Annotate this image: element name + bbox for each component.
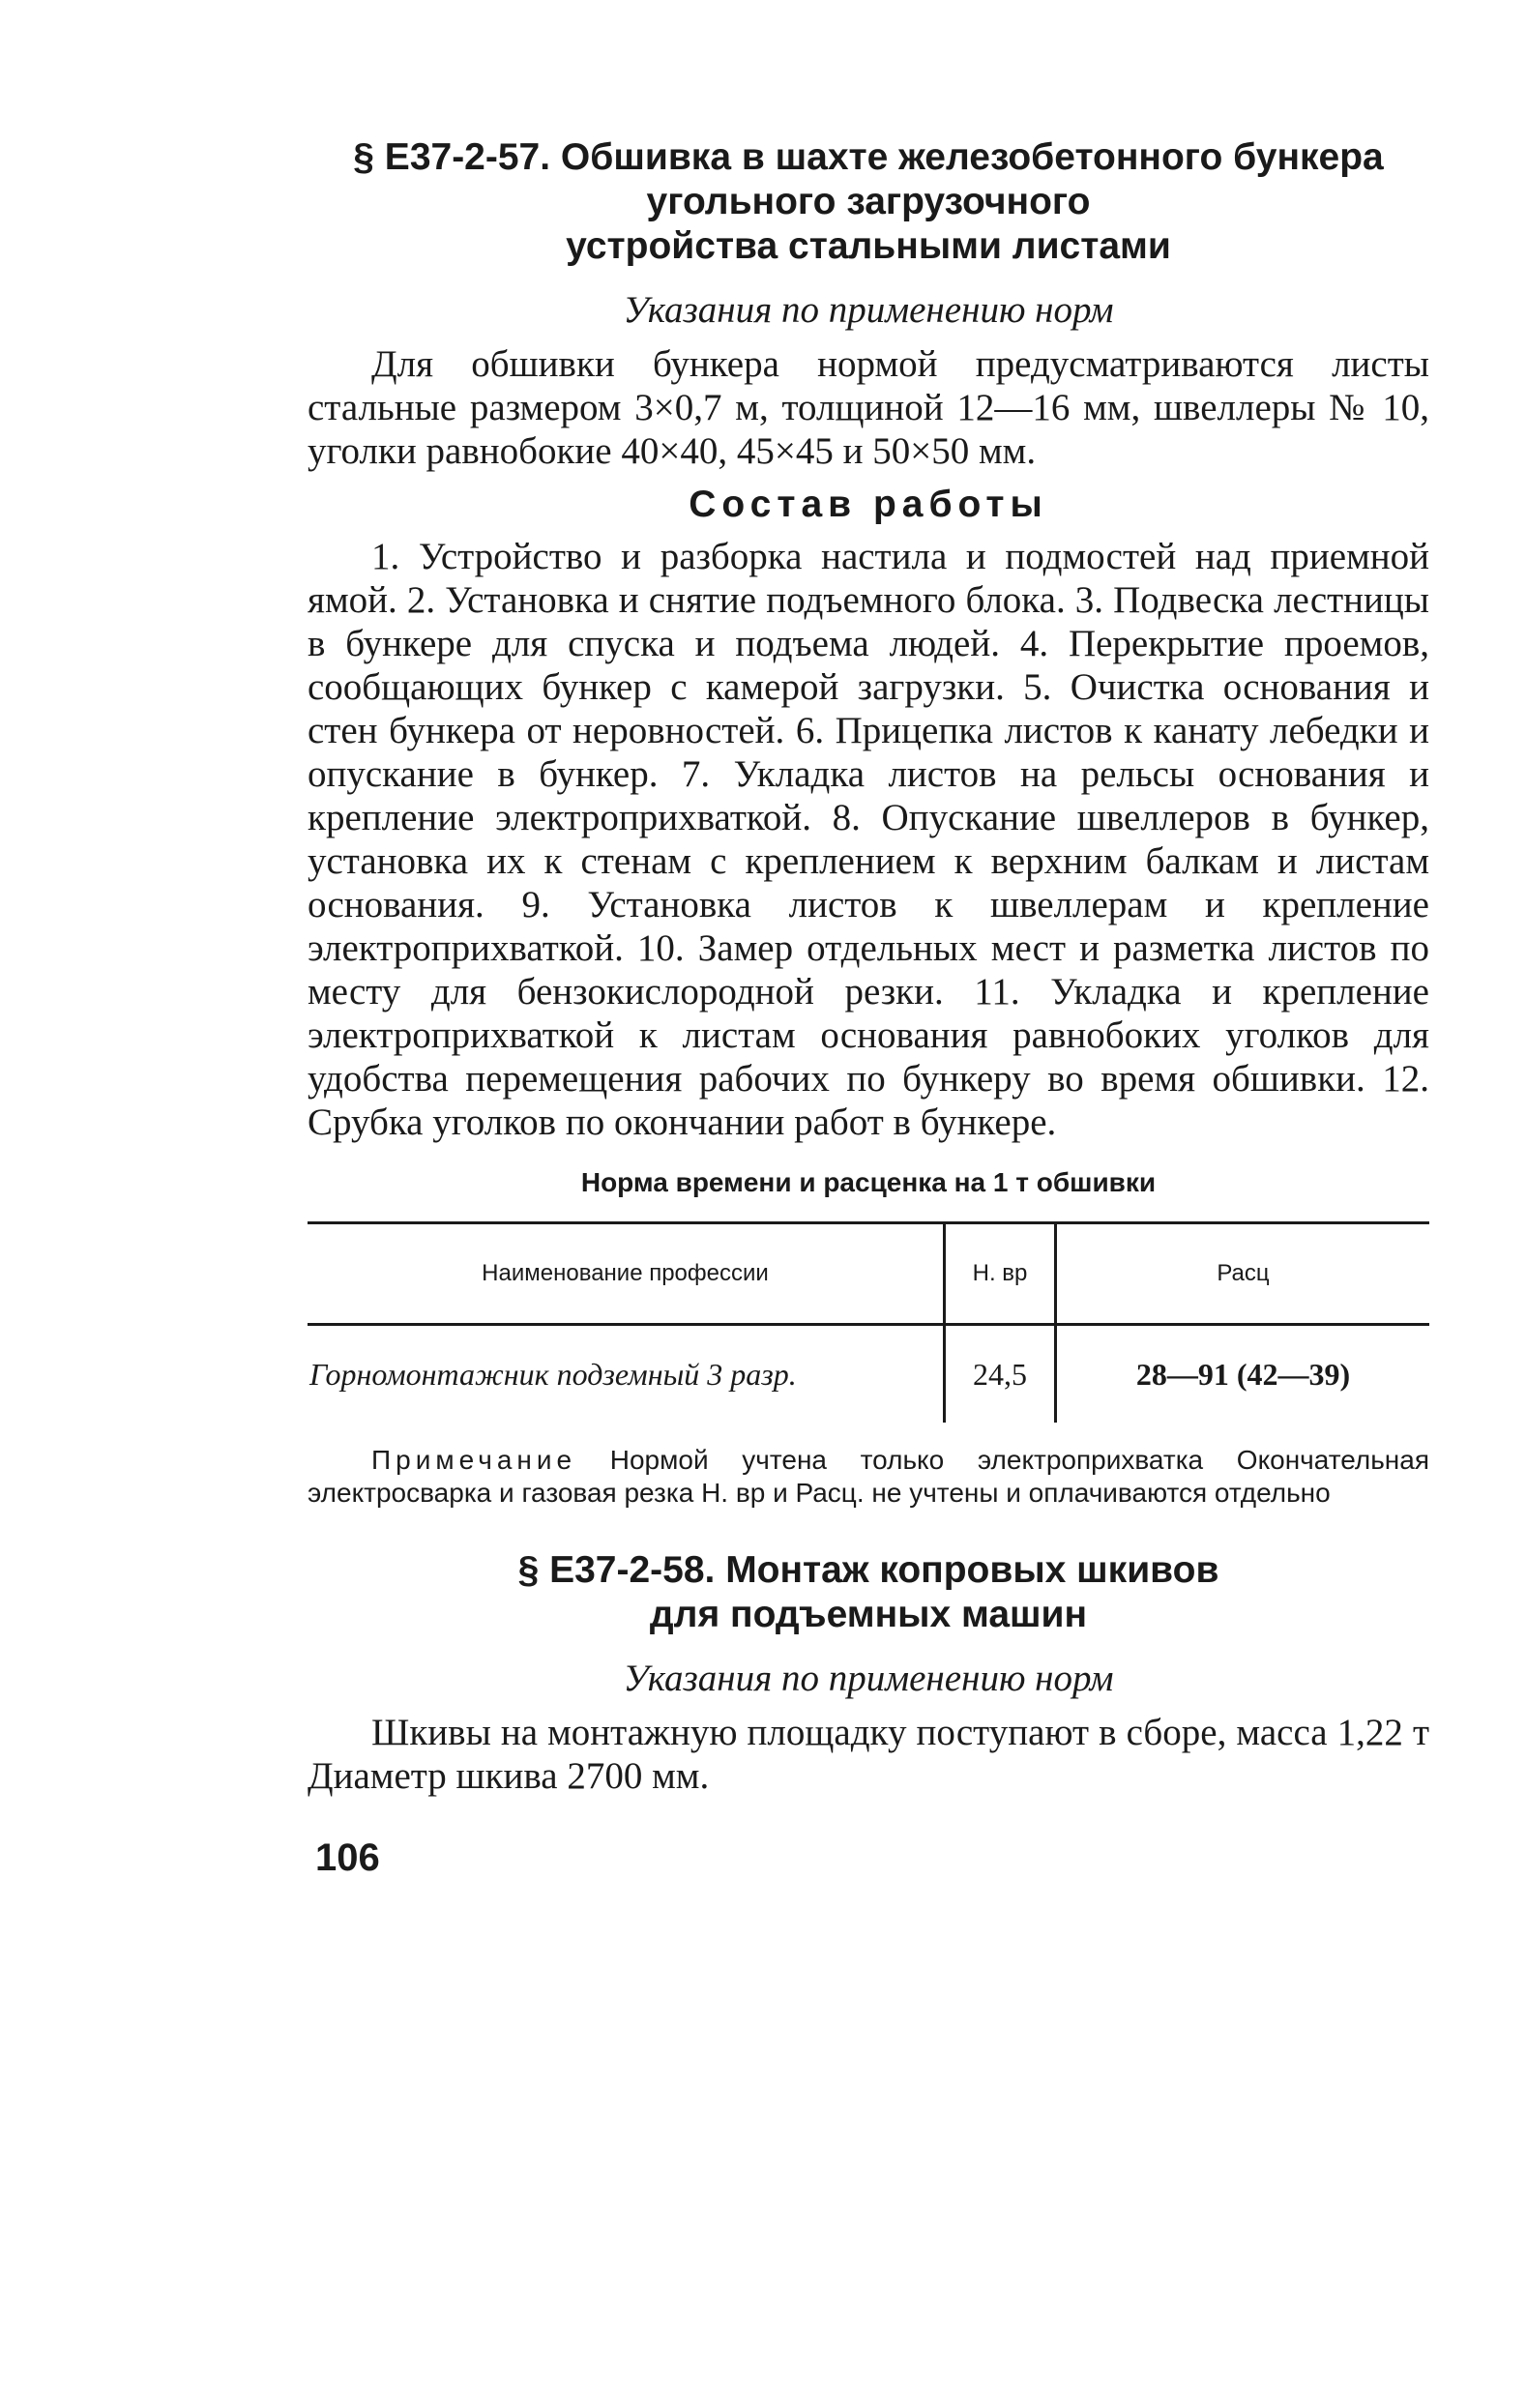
column-header-norm: Н. вр: [945, 1223, 1056, 1325]
column-header-rate: Расц: [1056, 1223, 1430, 1325]
note-text: Нормой учтена только электроприхватка Окончательная электросварка и газовая резка Н. вр и Расц. не учтены и оплачиваются отдельно: [308, 1445, 1430, 1508]
intro-paragraph: Шкивы на монтажную площадку поступают в сборе, масса 1,22 т Диаметр шкива 2700 мм.: [308, 1712, 1429, 1797]
heading-line: для подъемных машин: [649, 1594, 1088, 1635]
heading-line: § Е37-2-58. Монтаж копровых шкивов: [517, 1549, 1219, 1591]
table-header-row: [308, 1223, 1429, 1325]
norm-cell: 24,5: [945, 1325, 1056, 1424]
section-heading-e37-2-57: [308, 135, 1429, 269]
table-note: [308, 1444, 1429, 1510]
profession-cell: Горномонтажник подземный 3 разр.: [309, 1356, 797, 1392]
heading-line: угольного загрузочного: [646, 181, 1091, 222]
usage-notes-heading: Указания по применению норм: [623, 289, 1114, 331]
usage-notes-heading: Указания по применению норм: [623, 1658, 1114, 1699]
heading-line: § Е37-2-57. Обшивка в шахте железобетонного бункера: [353, 136, 1384, 178]
table-row: [308, 1325, 1429, 1424]
section-heading-e37-2-58: [308, 1548, 1429, 1637]
note-label: Примечание: [371, 1445, 577, 1475]
work-composition-text: 1. Устройство и разборка настила и подмостей над приемной ямой. 2. Установка и снятие подъемного блока. 3. Подвеска лестницы в бункере для спуска и подъема людей. 4. Перекрытие проемов, сообщающих бункер с камерой загрузки. 5. Очистка основания и стен бункера от неровностей. 6. Прицепка листов к канату лебедки и опускание в бункер. 7. Укладка листов на рельсы основания и крепление электроприхваткой. 8. Опускание швеллеров в бункер, установка их к стенам с креплением к верхним балкам и листам основания. 9. Установка листов к швеллерам и крепление электроприхваткой. 10. Замер отдельных мест и разметка листов по месту для бензокислородной резки. 11. Укладка и крепление электроприхваткой к листам основания равнобоких уголков для удобства перемещения рабочих по бункеру во время обшивки. 12. Срубка уголков по окончании работ в бункере.: [308, 536, 1429, 1143]
heading-line: устройства стальными листами: [566, 225, 1171, 267]
intro-paragraph: Для обшивки бункера нормой предусматриваются листы стальные размером 3×0,7 м, толщиной 12—16 мм, швеллеры № 10, уголки равнобокие 40×40, 45×45 и 50×50 мм.: [308, 343, 1429, 472]
rate-cell: 28—91 (42—39): [1135, 1356, 1351, 1392]
work-composition-heading: Состав работы: [689, 484, 1048, 525]
document-page: [308, 135, 1429, 1880]
column-header-profession: Наименование профессии: [308, 1223, 945, 1325]
page-number: 106: [315, 1836, 380, 1879]
norms-table: [308, 1221, 1429, 1423]
table-title: Норма времени и расценка на 1 т обшивки: [580, 1167, 1157, 1197]
